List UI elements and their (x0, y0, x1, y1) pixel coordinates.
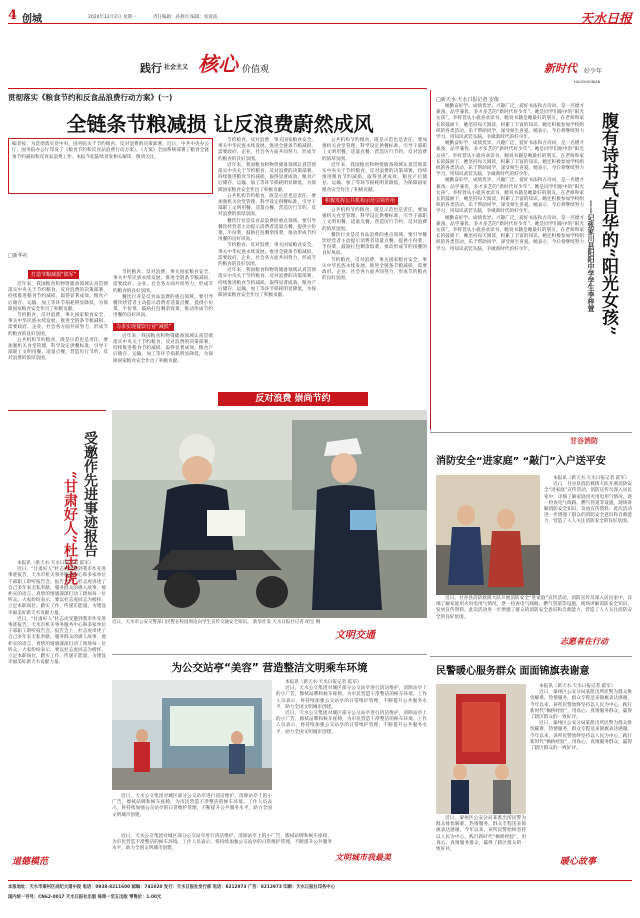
lead-headline: 全链条节粮减损 让反浪费蔚然成风 (66, 112, 374, 136)
civilized-traffic-logo-text: 文明交通 (335, 630, 375, 641)
masthead (8, 8, 632, 27)
lead-paragraph: 近年来，我国粮食和物资储备领域认真贯彻落实中央关于节约粮食、反对浪费的决策部署，持续推进粮食节约减损，取得显著成效。粮食产后储存、运输、加工等环节损耗明显降低，为保障国家粮食安全作出了积极贡献。 (113, 333, 213, 364)
bus-paragraph: 近日，天水公交集团对城区部分公交站亭进行清洁维护，清除站亭上的小广告，擦拭站牌和候车座椅，为市民营造干净整洁的候车环境。工作人员表示，将持续加强公交站亭的日常维护管理，不断提升公共服务水平，助力全国文明城市创建。 (112, 834, 332, 852)
right-col-body (436, 104, 584, 434)
lead-paragraph: 节约粮食、反对浪费，事关国家粮食安全，事关中华民族永续发展。推进全链条节粮减损，需要政府、企业、社会各方面共同努力，形成节约粮食的良好氛围。 (113, 270, 213, 294)
lead-paragraph: 餐饮行业是反食品浪费的重点领域。要引导餐饮经营者主动提示消费者适量点餐，提供小份菜、半份菜，鼓励打包剩余饭菜，推动形成节约用餐的良好风尚。 (218, 218, 316, 243)
fire-body-lower (436, 596, 632, 632)
banner-rule (8, 88, 427, 89)
lead-subhead-2: 积极发挥公共机构示范引领作用 (322, 197, 398, 205)
model-logo-text: 道德模范 (12, 857, 49, 867)
lead-photo-caption: 近日，天水市公安交警部门民警在校园周边向学生宣传交通安全知识。 新华社发 天水日报社记者 胡宝 摄 (112, 620, 321, 625)
right-col-paragraph: 她勤奋好学、成绩优异，兴趣广泛，爱好书法和古诗词，是一名德才兼备、品学兼优、多才多艺的“新时代好少年”。她是同学们眼中的“阳光女孩”。李梓萱从小就喜欢读书，她说书籍是她最好的朋友。在老师和家长的鼓励下，她坚持每天阅读，积累了丰富的知识。她还积极参加学校组织的各类活动，乐于帮助同学，深受师生喜爱。她表示，今后将继续努力学习，用知识武装头脑，争做新时代的好少年。 (436, 141, 584, 178)
fire-section-tag: 甘谷消防 (570, 437, 598, 445)
lead-paragraph: 近年来，我国粮食和物资储备领域认真贯彻落实中央关于节约粮食、反对浪费的决策部署，持续推进粮食节约减损，取得显著成效。粮食产后储存、运输、加工等环节损耗明显降低，为保障国家粮食安全作出了积极贡献。 (8, 282, 108, 312)
fire-body (436, 476, 632, 594)
volunteer-logo-text: 志愿者在行动 (560, 636, 608, 646)
editor-line: 责任编辑：孙燕玲 编辑：张爱波 (153, 15, 218, 20)
police-headline: 民警暖心服务群众 面面锦旗表谢意 (436, 666, 590, 677)
police-photo-illustration (436, 684, 526, 814)
lead-kicker: 贯彻落实《粮食节约和反食品浪费行动方案》(一) (8, 93, 173, 102)
lead-paragraph: 公共机构节约粮食，既是示范也是责任。要加强机关食堂管理，科学设定供餐标准，引导干部职工文明用餐、适量点餐，营造厉行节约、反对浪费的浓厚氛围。 (322, 138, 427, 162)
paper-name: 天水日报 (579, 12, 632, 27)
editor-note: 编者按：为贯彻落实党中央、国务院关于节约粮食、反对浪费的决策部署，近日，中共中央办公厅、国务院办公厅印发了《粮食节约和反食品浪费行动方案》。《方案》全面系统部署了粮食全链条节约减损和反食品浪费工作。本报今起陆续刊发相关解读，敬请关注。 (8, 138, 213, 194)
lead-paragraph: 近年来，我国粮食和物资储备领域认真贯彻落实中央关于节约粮食、反对浪费的决策部署，持续推进粮食节约减损，取得显著成效。粮食产后储存、运输、加工等环节损耗明显降低，为保障国家粮食安全作出了积极贡献。 (322, 162, 427, 193)
banner-slogan-big: 核心 (198, 52, 238, 76)
civil-city-logo-text: 文明城市我最美 (335, 852, 391, 862)
model-logo (8, 848, 106, 876)
right-col-paragraph: 她勤奋好学、成绩优异，兴趣广泛，爱好书法和古诗词，是一名德才兼备、品学兼优、多才多艺的“新时代好少年”。她是同学们眼中的“阳光女孩”。李梓萱从小就喜欢读书，她说书籍是她最好的朋友。在老师和家长的鼓励下，她坚持每天阅读，积累了丰富的知识。她还积极参加学校组织的各类活动，乐于帮助同学，深受师生喜爱。她表示，今后将继续努力学习，用知识武装头脑，争做新时代的好少年。 (436, 104, 584, 141)
right-col-rule (430, 90, 431, 430)
right-col-bottom-rule (430, 432, 632, 433)
police-byline: 本报讯（新天水·天水日报记者 霍军） (539, 684, 616, 689)
bus-paragraph: 近日，天水公交集团对城区部分公交站亭进行清洁维护，清除站亭上的小广告，擦拭站牌和候车座椅，为市民营造干净整洁的候车环境。工作人员表示，将持续加强公交站亭的日常维护管理，不断提升公共服务水平，助力全国文明城市创建。 (276, 711, 427, 735)
good-youth-logo-text: 新时代 (544, 62, 577, 75)
lead-paragraph: 近年来，我国粮食和物资储备领域认真贯彻落实中央关于节约粮食、反对浪费的决策部署，持续推进粮食节约减损，取得显著成效。粮食产后储存、运输、加工等环节损耗明显降低，为保障国家粮食安全作出了积极贡献。 (218, 268, 316, 299)
footer-rule (8, 880, 632, 881)
fire-headline: 消防安全“进家庭” “敲门”入户送平安 (436, 456, 606, 467)
right-col-subtitle: ——记张家川县阳阳中学学生李梓萱 (587, 200, 595, 312)
lead-byline: □新华社 (8, 253, 28, 259)
bus-photo (112, 680, 272, 790)
bus-body (276, 680, 427, 784)
bus-byline: 本报讯（新天水·天水日报记者 霍军） (285, 680, 362, 685)
bus-photo-illustration (112, 680, 272, 790)
police-paragraph: 近日，秦州区公安分局某派出所民警为群众排忧解难、热情服务，群众专程送来锦旗表达感谢。今年以来，该所民警始终坚持以人民为中心，践行新时代“枫桥经验”，用真心、真情服务群众，赢得了辖区群众的一致好评。 (436, 816, 526, 853)
lead-text-a (218, 138, 316, 388)
right-col-title: 腹有诗书气自华的“阳光女孩” (598, 112, 618, 336)
volunteer-logo (560, 634, 632, 654)
left-story-body (8, 561, 106, 776)
lead-paragraph: 公共机构节约粮食，既是示范也是责任。要加强机关食堂管理，科学设定供餐标准，引导干部职工文明用餐、适量点餐，营造厉行节约、反对浪费的浓厚氛围。 (322, 208, 427, 232)
bus-paragraph: 近日，天水公交集团对城区部分公交站亭进行清洁维护，清除站亭上的小广告，擦拭站牌和候车座椅，为市民营造干净整洁的候车环境。工作人员表示，将持续加强公交站亭的日常维护管理，不断提升公共服务水平，助力全国文明城市创建。 (112, 794, 272, 818)
police-body-lower (436, 816, 526, 853)
section-name: 创城 (22, 14, 42, 25)
lead-col-1 (8, 282, 108, 402)
left-story-paragraph: 近日，“甘肃好人”杜志虎受邀到我市作先进事迹报告，天水市机关事务服务中心和多家单位干部职工聆听报告会。报告会上，杜志虎讲述了自己多年来无私奉献、服务群众的感人故事，他朴实的语言、真挚的情感深深打动了现场每一位听众。大家纷纷表示，要以杜志虎同志为榜样，立足本职岗位，踏实工作，传递正能量，为建设幸福美好新天水贡献力量。 (8, 567, 106, 616)
lead-subhead-1: 打造节粮减损“铁军” (28, 270, 79, 279)
bus-body-lower (112, 794, 272, 830)
lead-paragraph: 节约粮食、反对浪费，事关国家粮食安全，事关中华民族永续发展。推进全链条节粮减损，需要政府、企业、社会各方面共同努力，形成节约粮食的良好氛围。 (322, 257, 427, 282)
lead-text-b (322, 138, 427, 388)
bus-tail (112, 834, 332, 874)
police-body (530, 684, 632, 830)
bus-top-rule (112, 654, 427, 655)
left-story-paragraph: 近日，“甘肃好人”杜志虎受邀到我市作先进事迹报告，天水市机关事务服务中心和多家单位干部职工聆听报告会。报告会上，杜志虎讲述了自己多年来无私奉献、服务群众的感人故事，他朴实的语言、真挚的情感深深打动了现场每一位听众。大家纷纷表示，要以杜志虎同志为榜样，立足本职岗位，踏实工作，传递正能量，为建设幸福美好新天水贡献力量。 (8, 616, 106, 666)
lead-paragraph: 公共机构节约粮食，既是示范也是责任。要加强机关食堂管理，科学设定供餐标准，引导干部职工文明用餐、适量点餐，营造厉行节约、反对浪费的浓厚氛围。 (8, 337, 108, 362)
banner-slogan-left: 践行 (140, 62, 162, 75)
fire-paragraph: 近日，甘谷县消防救援大队开展消防安全“进家庭”宣传活动，消防宣传员深入居民家中，详细了解家庭用火用电用气情况，逐一检查电气线路、燃气管道等设施，现场讲解消防安全知识，发放宣传资料。此次活动进一步增强了群众的消防安全意识和自救能力，营造了人人关注消防安全的良好氛围。 (544, 482, 632, 525)
right-col-byline: □新天水·天水日报记者 安俊 (436, 97, 499, 103)
footer-line-1: 本报地址：天水市秦州区成纪大道中段 电话：0938-8211600 邮编：741020 发行：天水日报社发行部 电话：8212973 广告：8212973 印刷：天水日报社印务中心 (8, 885, 335, 890)
page-number: 4 (8, 8, 18, 23)
lead-paragraph: 节约粮食、反对浪费，事关国家粮食安全，事关中华民族永续发展。推进全链条节粮减损，需要政府、企业、社会各方面共同努力，形成节约粮食的良好氛围。 (8, 313, 108, 337)
lead-photo (112, 410, 427, 618)
lead-paragraph: 节约粮食、反对浪费，事关国家粮食安全，事关中华民族永续发展。推进全链条节粮减损，需要政府、企业、社会各方面共同努力，形成节约粮食的良好氛围。 (218, 243, 316, 268)
banner-slogan-small: 社会主义 (164, 64, 189, 71)
warm-story-logo (560, 848, 632, 876)
civilized-traffic-logo (335, 620, 415, 650)
fire-byline: 本报讯（新天水·天水日报记者 霍军） (553, 476, 630, 481)
right-col-paragraph: 她勤奋好学、成绩优异，兴趣广泛，爱好书法和古诗词，是一名德才兼备、品学兼优、多才多艺的“新时代好少年”。她是同学们眼中的“阳光女孩”。李梓萱从小就喜欢读书，她说书籍是她最好的朋友。在老师和家长的鼓励下，她坚持每天阅读，积累了丰富的知识。她还积极参加学校组织的各类活动，乐于帮助同学，深受师生喜爱。她表示，今后将继续努力学习，用知识武装头脑，争做新时代的好少年。 (436, 178, 584, 215)
left-story-byline: 本报讯（新天水·天水日报记者 霍军） (17, 561, 94, 566)
police-photo (436, 684, 526, 814)
lead-paragraph: 节约粮食、反对浪费，事关国家粮食安全，事关中华民族永续发展。推进全链条节粮减损，需要政府、企业、社会各方面共同努力，形成节约粮食的良好氛围。 (218, 138, 316, 162)
lead-subhead-3: 力求实现餐饮行业“减损” (113, 323, 174, 331)
lead-paragraph: 近年来，我国粮食和物资储备领域认真贯彻落实中央关于节约粮食、反对浪费的决策部署，持续推进粮食节约减损，取得显著成效。粮食产后储存、运输、加工等环节损耗明显降低，为保障国家粮食安全作出了积极贡献。 (218, 162, 316, 193)
footer-line-2: 国内统一刊号：CN62-0017 天水日报社出版 每周一至五出版 零售价：1.00元 (8, 895, 162, 900)
lead-paragraph: 餐饮行业是反食品浪费的重点领域。要引导餐饮经营者主动提示消费者适量点餐，提供小份菜、半份菜，鼓励打包剩余饭菜，推动形成节约用餐的良好风尚。 (113, 294, 213, 319)
banner-slogan-sub: 价值观 (242, 65, 270, 75)
banner (140, 44, 320, 80)
left-story-title-b: 受邀作先进事迹报告 (82, 431, 98, 557)
good-youth-logo (544, 58, 634, 94)
police-top-rule (430, 656, 632, 657)
fire-paragraph: 近日，甘谷县消防救援大队开展消防安全“进家庭”宣传活动，消防宣传员深入居民家中，详细了解家庭用火用电用气情况，逐一检查电气线路、燃气管道等设施，现场讲解消防安全知识，发放宣传资料。此次活动进一步增强了群众的消防安全意识和自救能力，营造了人人关注消防安全的良好氛围。 (436, 596, 632, 620)
lead-col-2 (113, 270, 213, 402)
good-youth-code: HAOSHAONIAN (574, 80, 601, 84)
warm-story-logo-text: 暖心故事 (560, 857, 597, 867)
left-story-title-a: “甘肃好人”杜志虎 (62, 471, 78, 586)
bus-paragraph: 近日，天水公交集团对城区部分公交站亭进行清洁维护，清除站亭上的小广告，擦拭站牌和候车座椅，为市民营造干净整洁的候车环境。工作人员表示，将持续加强公交站亭的日常维护管理，不断提升公共服务水平，助力全国文明城市创建。 (276, 686, 427, 710)
lead-paragraph: 公共机构节约粮食，既是示范也是责任。要加强机关食堂管理，科学设定供餐标准，引导干部职工文明用餐、适量点餐，营造厉行节约、反对浪费的浓厚氛围。 (218, 193, 316, 218)
good-youth-logo-sub: 好少年 (584, 68, 603, 75)
right-col-paragraph: 她勤奋好学、成绩优异，兴趣广泛，爱好书法和古诗词，是一名德才兼备、品学兼优、多才多艺的“新时代好少年”。她是同学们眼中的“阳光女孩”。李梓萱从小就喜欢读书，她说书籍是她最好的朋友。在老师和家长的鼓励下，她坚持每天阅读，积累了丰富的知识。她还积极参加学校组织的各类活动，乐于帮助同学，深受师生喜爱。她表示，今后将继续努力学习，用知识武装头脑，争做新时代的好少年。 (436, 215, 584, 252)
left-story (8, 410, 106, 778)
police-paragraph: 近日，秦州区公安分局某派出所民警为群众排忧解难、热情服务，群众专程送来锦旗表达感谢。今年以来，该所民警始终坚持以人民为中心，践行新时代“枫桥经验”，用真心、真情服务群众，赢得了辖区群众的一致好评。 (530, 721, 632, 752)
date-line: 2024年12月2日 星期一 (88, 15, 137, 20)
civil-city-logo (335, 846, 425, 874)
lead-paragraph: 餐饮行业是反食品浪费的重点领域。要引导餐饮经营者主动提示消费者适量点餐，提供小份菜、半份菜，鼓励打包剩余饭菜，推动形成节约用餐的良好风尚。 (322, 232, 427, 257)
bus-headline: 为公交站亭“美容” 营造整洁文明乘车环境 (171, 662, 368, 674)
lead-photo-illustration (112, 410, 427, 618)
police-paragraph: 近日，秦州区公安分局某派出所民警为群众排忧解难、热情服务，群众专程送来锦旗表达感谢。今年以来，该所民警始终坚持以人民为中心，践行新时代“枫桥经验”，用真心、真情服务群众，赢得了辖区群众的一致好评。 (530, 690, 632, 721)
stamp-bar: 反对浪费 崇尚节约 (218, 392, 368, 406)
